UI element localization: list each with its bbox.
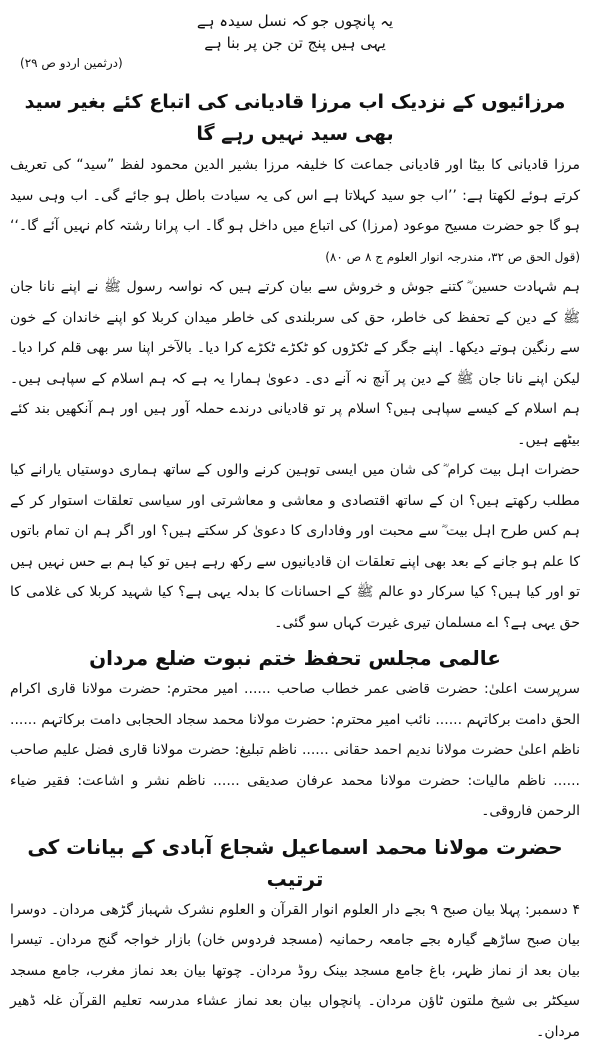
section1-paragraph-3: حضرات اہل بیت کرام ؓ کی شان میں ایسی توہین کرنے والوں کے ساتھ ہماری دوستیاں یارانے کیا مطلب رکھتے ہیں؟ ان کے ساتھ اقتصادی و معاشی و معاشرتی اور سیاسی تعلقات استوار کر کے ہم کس طرح اہل بیت ؓ سے محبت اور وفاداری کا دعویٰ کر سکتے ہیں؟ اور اگر ہم ان تمام باتوں کا علم ہو جانے کے بعد بھی اپنے تعلقات ان قادیانیوں سے رکھ رہے ہیں تو کیا ہم بے حس نہیں ہیں تو اور کیا ہیں؟ کیا سرکار دو عالم ﷺ کے احسانات کا بدلہ یہی ہے؟ کیا شہید کربلا کی غلامی کا حق یہی ہے؟ اے مسلمان تیری غیرت کہاں سو گئی۔ bbox=[10, 455, 580, 638]
poem-source: (درثمین اردو ص ۲۹) bbox=[10, 54, 580, 72]
poem-line-1: یہ پانچوں جو کہ نسل سیدہ ہے bbox=[10, 10, 580, 32]
section1-paragraph-2: ہم شہادت حسین ؓ کتنے جوش و خروش سے بیان کرتے ہیں کہ نواسہ رسول ﷺ نے اپنے نانا جان ﷺ کے دین کے تحفظ کی خاطر، حق کی سربلندی کی خاطر میدان کربلا کو اپنے خاندان کے خون سے رنگین ہوتے دیکھا۔ اپنے جگر کے ٹکڑوں کو ٹکڑے ٹکڑے کرا دیا۔ بالآخر اپنا سر بھی قلم کرا دیا۔ لیکن اپنے نانا جان ﷺ کے دین پر آنچ نہ آنے دی۔ دعویٰ ہمارا یہ ہے کہ ہم اسلام کے سپاہی ہیں۔ ہم اسلام کے کیسے سپاہی ہیں؟ اسلام پر تو قادیانی درندے حملہ آور ہیں اور ہم آنکھیں بند کئے بیٹھے ہیں۔ bbox=[10, 272, 580, 455]
section1-heading: مرزائیوں کے نزدیک اب مرزا قادیانی کی اتباع کئے بغیر سید بھی سید نہیں رہے گا bbox=[10, 86, 580, 150]
section2-body: سرپرست اعلیٰ: حضرت قاضی عمر خطاب صاحب ...... امیر محترم: حضرت مولانا قاری اکرام الحق دامت برکاتہم ...... نائب امیر محترم: حضرت مولانا محمد سجاد الحجابی دامت برکاتہم ...... ناظم اعلیٰ حضرت مولانا ندیم احمد حقانی ...... ناظم تبلیغ: حضرت مولانا قاری فضل علیم صاحب ...... ناظم مالیات: حضرت مولانا محمد عرفان صدیقی ...... ناظم نشر و اشاعت: فقیر ضیاء الرحمن فاروقی۔ bbox=[10, 674, 580, 827]
section2-heading: عالمی مجلس تحفظ ختم نبوت ضلع مردان bbox=[10, 642, 580, 674]
section1-paragraph-1 bbox=[10, 150, 580, 272]
section1-paragraph-1-text: مرزا قادیانی کا بیٹا اور قادیانی جماعت کا خلیفہ مرزا بشیر الدین محمود لفظ ”سید“ کی تعریف کرتے ہوئے لکھتا ہے: ’’اب جو سید کہلاتا ہے اس کی یہ سیادت باطل ہو جائے گی۔ اب وہی سید ہو گا جو حضرت مسیح موعود (مرزا) کی اتباع میں داخل ہو گا۔ اب پرانا رشتہ کام نہیں آئے گا۔‘‘ bbox=[10, 157, 580, 234]
poem-line-2: یہی ہیں پنج تن جن پر بنا ہے bbox=[10, 32, 580, 54]
section1-citation: (قول الحق ص ۳۲، مندرجہ انوار العلوم ج ۸ ص ۸۰) bbox=[325, 250, 580, 264]
section3-body: ۴ دسمبر: پہلا بیان صبح ۹ بجے دار العلوم انوار القرآن و العلوم نشرک شہباز گڑھی مردان۔ دوسرا بیان صبح ساڑھے گیارہ بجے جامعہ رحمانیہ (مسجد فردوس خان) بازار خواجہ گنج مردان۔ تیسرا بیان بعد از نماز ظہر، باغ جامع مسجد بینک روڈ مردان۔ چوتھا بیان بعد نماز مغرب، جامع مسجد سیکٹر بی شیخ ملتون ٹاؤن مردان۔ پانچواں بیان بعد نماز عشاء مدرسہ تعلیم القرآن غلہ ڈھیر مردان۔ bbox=[10, 895, 580, 1047]
poem bbox=[10, 10, 580, 54]
section3-heading: حضرت مولانا محمد اسماعیل شجاع آبادی کے بیانات کی ترتیب bbox=[10, 831, 580, 895]
